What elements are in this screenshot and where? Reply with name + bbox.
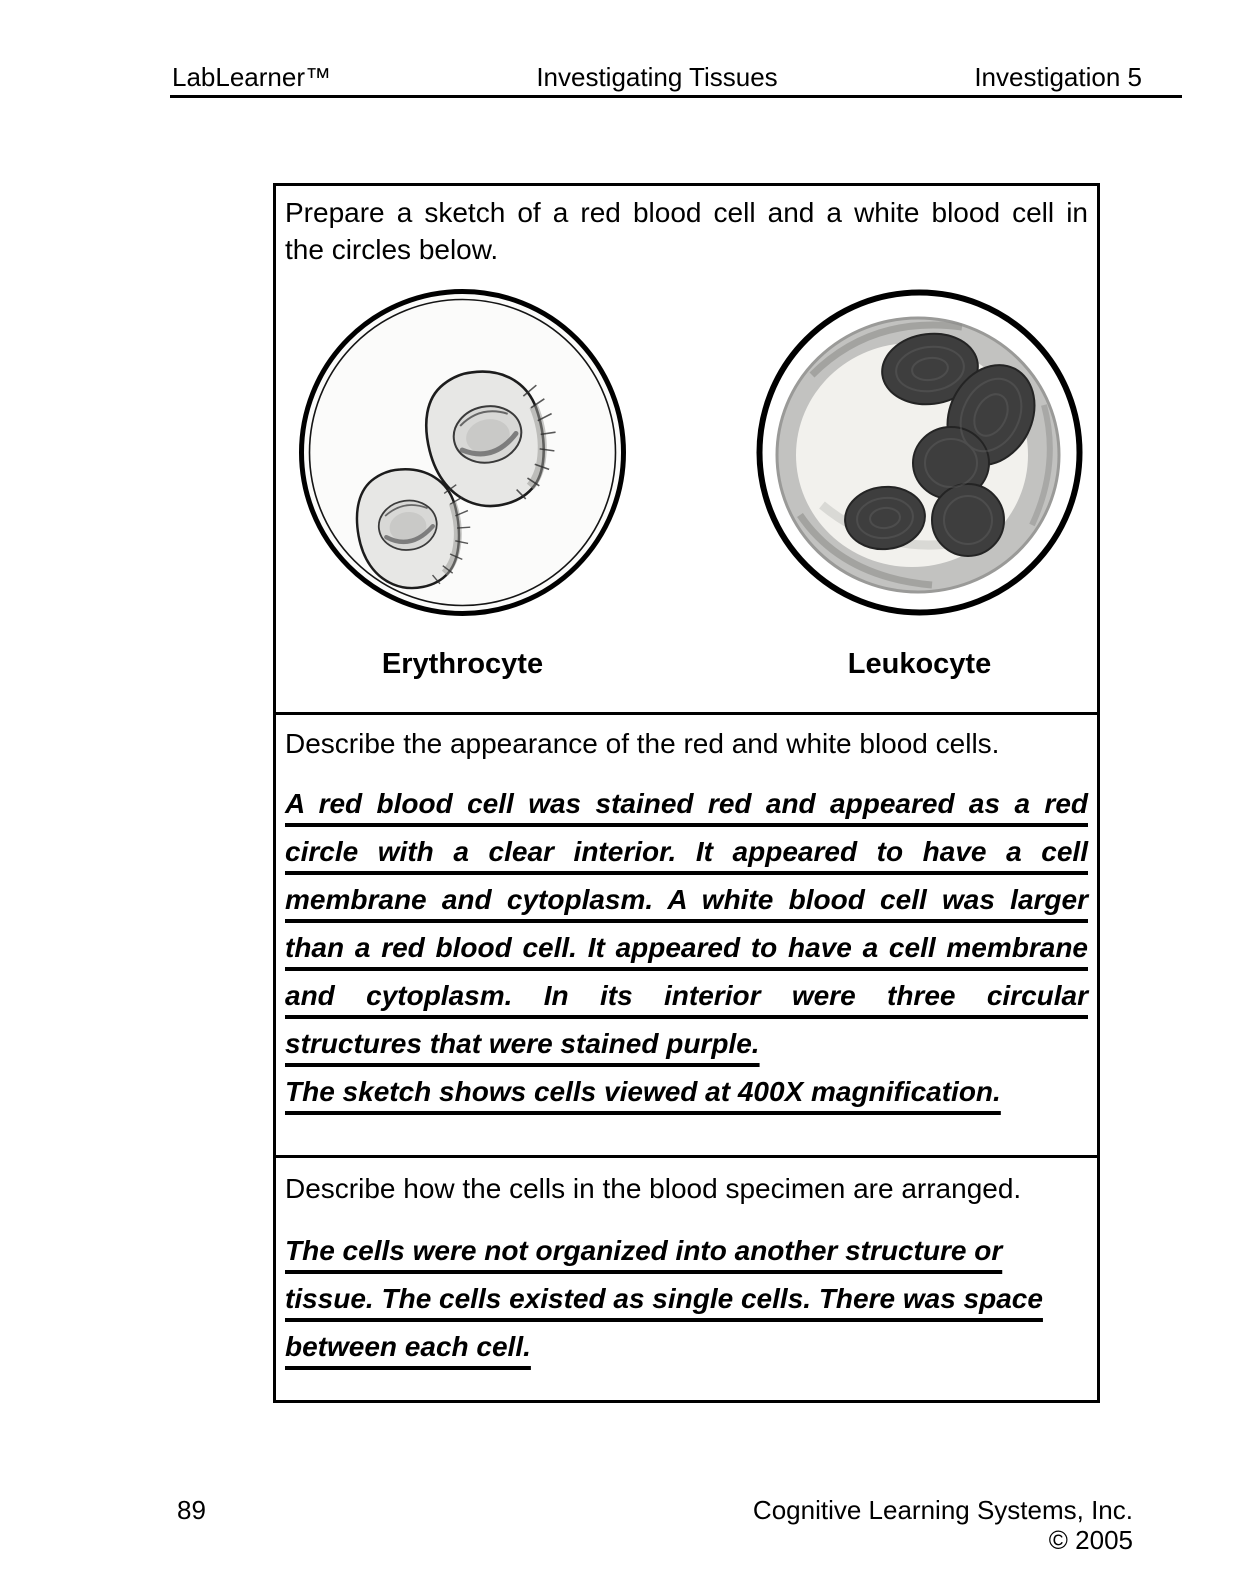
appearance-answer xyxy=(285,780,1088,1116)
page-header xyxy=(172,62,1142,92)
answer-line: tissue. The cells existed as single cells. There was space xyxy=(285,1283,1043,1314)
header-product: LabLearner™ xyxy=(172,62,331,92)
answer-line: circle with a clear interior. It appeared to have a cell xyxy=(285,836,1088,867)
header-title: Investigating Tissues xyxy=(536,62,778,92)
answer-line: than a red blood cell. It appeared to have a cell membrane xyxy=(285,932,1088,963)
answer-line: between each cell. xyxy=(285,1331,531,1362)
sketch-section xyxy=(276,186,1097,712)
erythrocyte-sketch xyxy=(295,285,630,620)
arrangement-section xyxy=(276,1155,1097,1400)
leukocyte-figure xyxy=(752,285,1087,680)
arrangement-prompt: Describe how the cells in the blood specimen are arranged. xyxy=(285,1173,1022,1204)
answer-line: A red blood cell was stained red and appeared as a red xyxy=(285,788,1088,819)
answer-line: and cytoplasm. In its interior were three circular xyxy=(285,980,1088,1011)
answer-line: The cells were not organized into another structure or xyxy=(285,1235,1003,1266)
erythrocyte-figure xyxy=(295,285,630,680)
answer-table xyxy=(273,183,1100,1403)
page-footer xyxy=(177,1495,1133,1555)
appearance-prompt: Describe the appearance of the red and white blood cells. xyxy=(285,728,1000,759)
appearance-section xyxy=(276,712,1097,1155)
leukocyte-sketch xyxy=(752,285,1087,620)
leukocyte-caption: Leukocyte xyxy=(847,648,992,680)
answer-note-line: The sketch shows cells viewed at 400X magnification. xyxy=(285,1076,1001,1107)
footer-copyright: © 2005 xyxy=(1048,1525,1133,1555)
header-rule xyxy=(170,95,1182,98)
sketch-prompt-line2: the circles below. xyxy=(285,234,499,265)
arrangement-answer xyxy=(285,1227,1088,1371)
footer-company: Cognitive Learning Systems, Inc. xyxy=(752,1495,1133,1525)
erythrocyte-caption: Erythrocyte xyxy=(381,648,544,680)
answer-line: structures that were stained purple. xyxy=(285,1028,760,1059)
answer-line: membrane and cytoplasm. A white blood cell was larger xyxy=(285,884,1088,915)
header-section: Investigation 5 xyxy=(974,62,1142,92)
sketch-prompt-line1: Prepare a sketch of a red blood cell and a white blood cell in xyxy=(285,197,1088,228)
footer-page-number: 89 xyxy=(177,1495,206,1525)
footer-company-block xyxy=(753,1495,1133,1555)
